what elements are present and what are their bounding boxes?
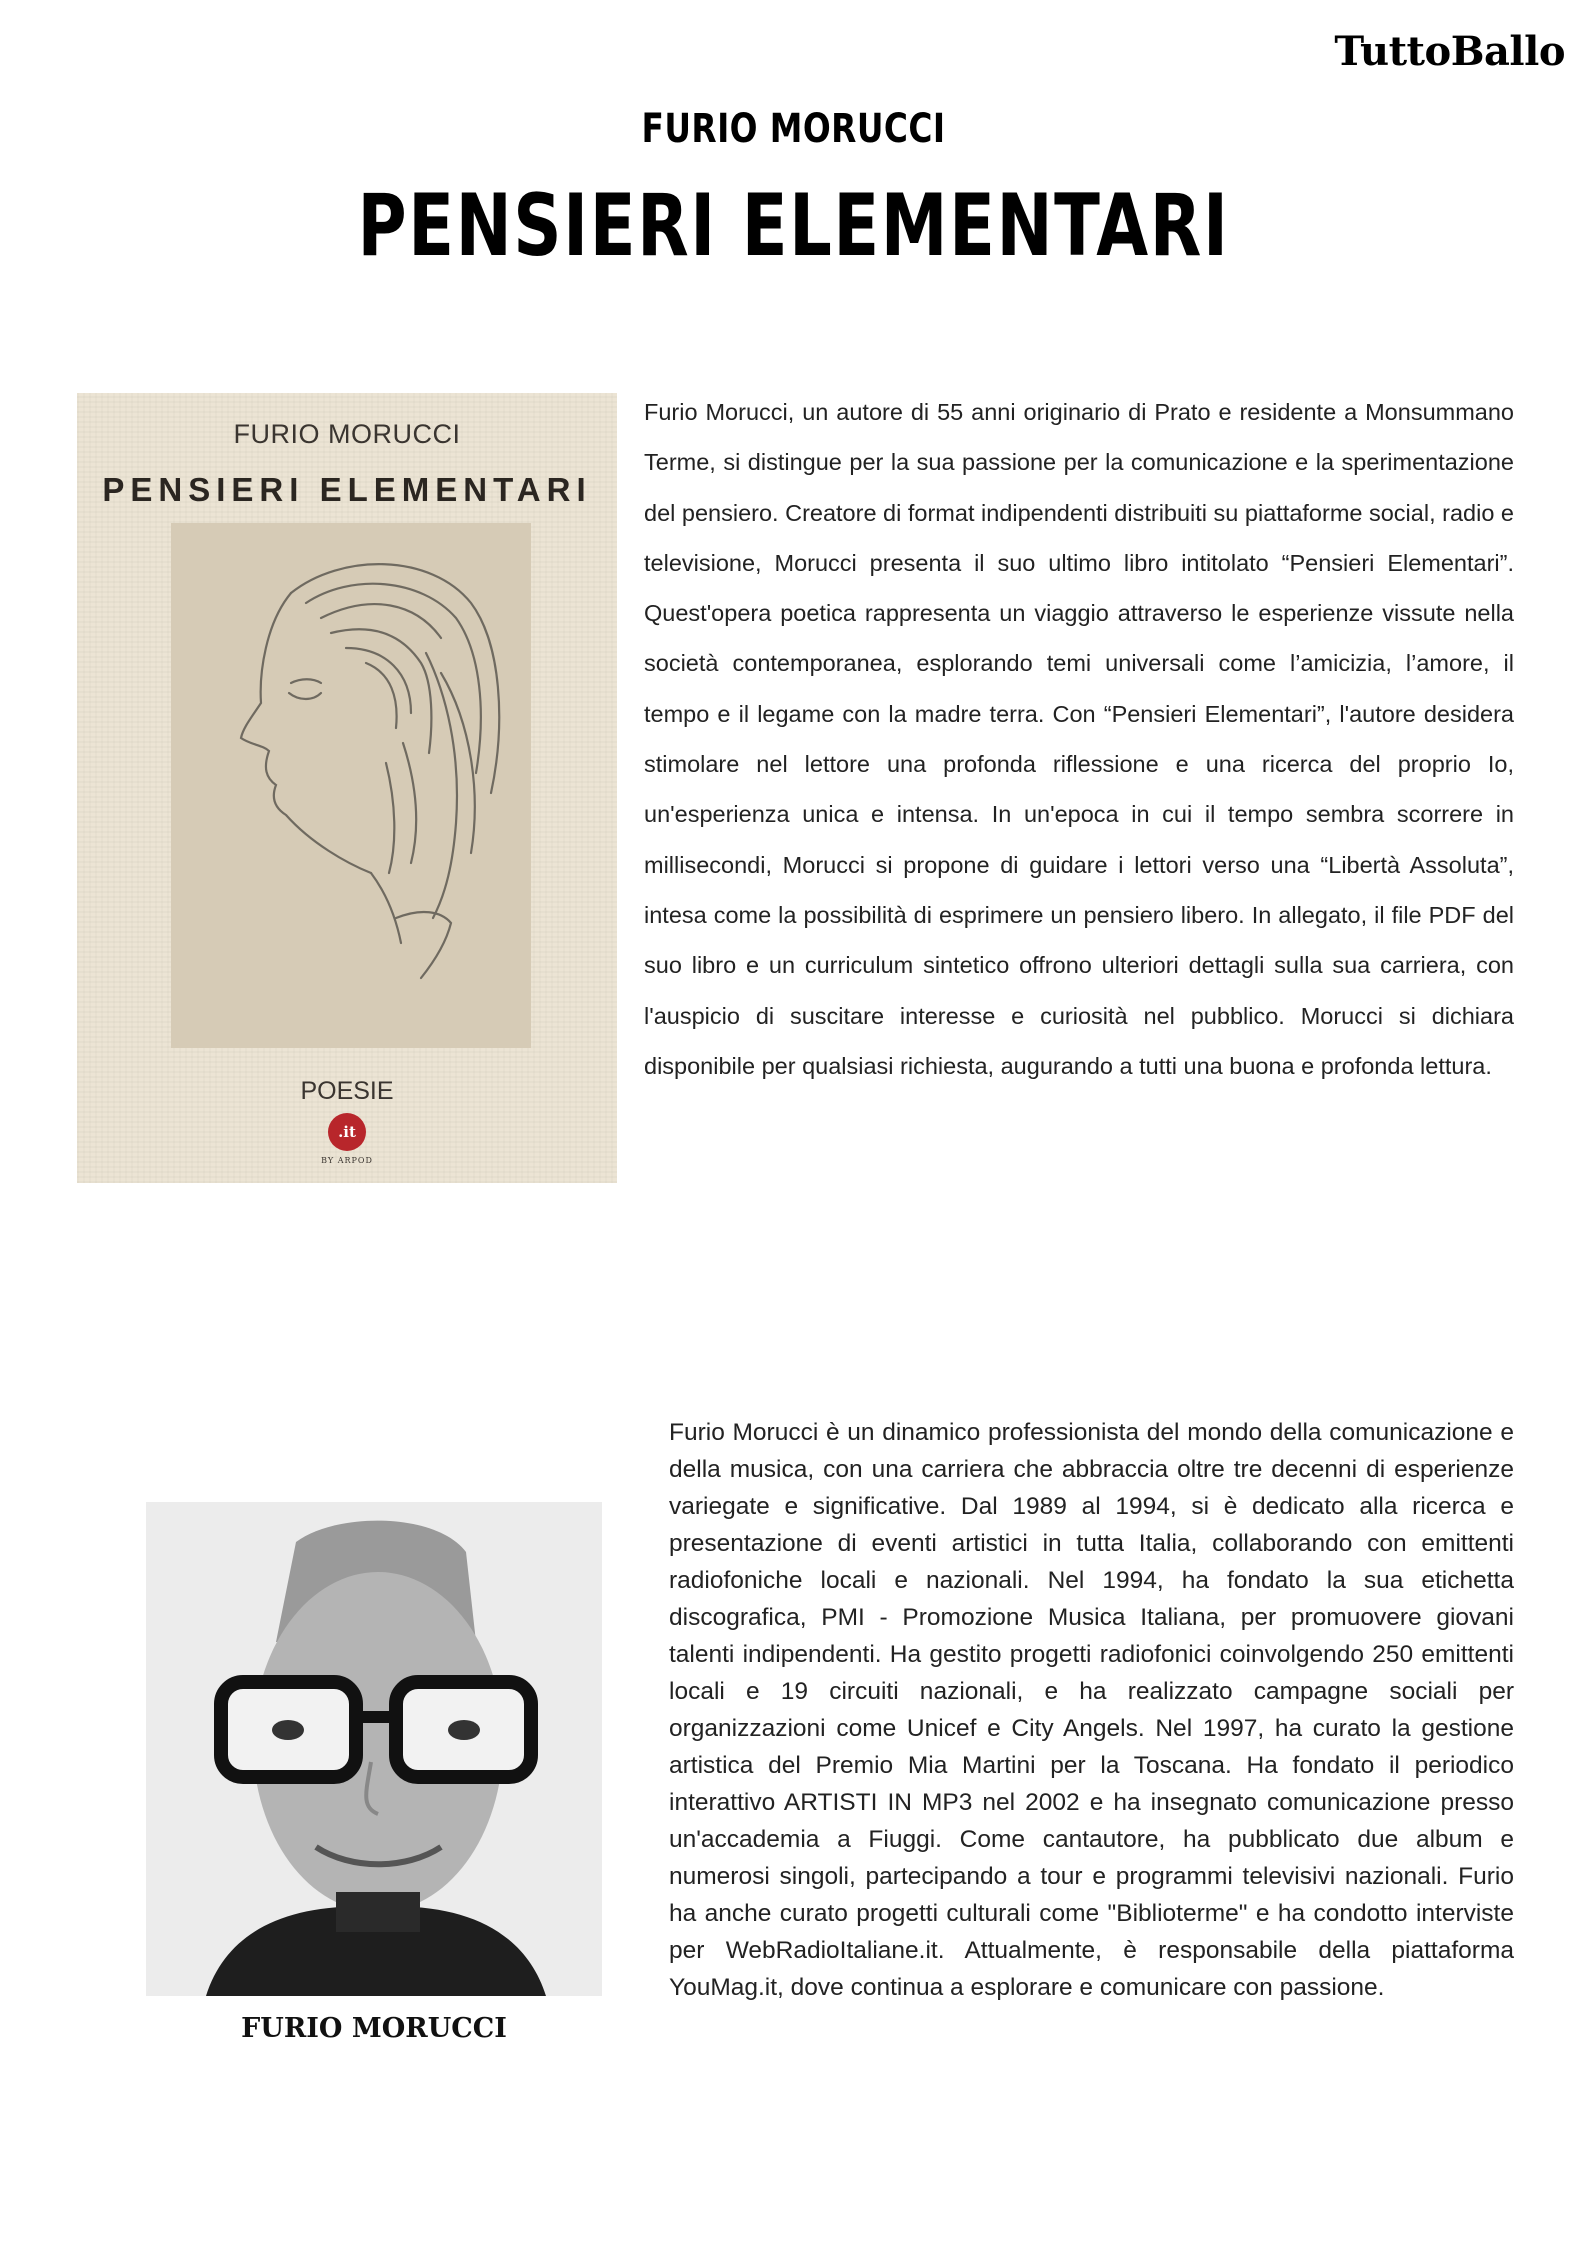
cover-genre: POESIE — [300, 1077, 394, 1105]
author-portrait — [146, 1502, 602, 1996]
book-cover — [77, 393, 617, 1183]
cover-title: PENSIERI ELEMENTARI — [102, 471, 592, 508]
brand-logo: TuttoBallo — [1334, 28, 1565, 75]
bio-paragraph: Furio Morucci è un dinamico professionista del mondo della comunicazione e della musica, con una carriera che abbraccia oltre tre decenni di esperienze variegate e significative. Dal 1989 al 1994, si è dedicato alla ricerca e presentazione di eventi artistici in tutta Italia, collaborando con emittenti radiofoniche locali e nazionali. Nel 1994, ha fondato la sua etichetta discografica, PMI - Promozione Musica Italiana, per promuovere giovani talenti indipendenti. Ha gestito progetti radiofonici coinvolgendo 250 emittenti locali e 19 circuiti nazionali, e ha realizzato campagne sociali per organizzazioni come Unicef e City Angels. Nel 1997, ha curato la gestione artistica del Premio Mia Martini per la Toscana. Ha fondato il periodico interattivo ARTISTI IN MP3 nel 2002 e ha insegnato comunicazione presso un'accademia a Fiuggi. Come cantautore, ha pubblicato due album e numerosi singoli, partecipando a tour e programmi televisivi nazionali. Furio ha anche curato progetti culturali come "Biblioterme" e ha condotto interviste per WebRadioItaliane.it. Attualmente, è responsabile della piattaforma YouMag.it, dove continua a esplorare e comunicare con passione. — [669, 1419, 1514, 2001]
intro-paragraph: Furio Morucci, un autore di 55 anni originario di Prato e residente a Monsummano Terme, si distingue per la sua passione per la comunicazione e la sperimentazione del pensiero. Creatore di format indipendenti distribuiti su piattaforme social, radio e televisione, Morucci presenta il suo ultimo libro intitolato “Pensieri Elementari”. Quest'opera poetica rappresenta un viaggio attraverso le esperienze vissute nella società contemporanea, esplorando temi universali come l’amicizia, l’amore, il tempo e il legame con la madre terra. Con “Pensieri Elementari”, l'autore desidera stimolare nel lettore una profonda riflessione e una ricerca del proprio Io, un'esperienza unica e intensa. In un'epoca in cui il tempo sembra scorrere in millisecondi, Morucci si propone di guidare i lettori verso una “Libertà Assoluta”, intesa come la possibilità di esprimere un pensiero libero. In allegato, il file PDF del suo libro e un curriculum sintetico offrono ulteriori dettagli sulla sua carriera, con l'auspicio di suscitare interesse e curiosità nel pubblico. Morucci si dichiara disponibile per qualsiasi richiesta, augurando a tutti una buona e profonda lettura. — [644, 399, 1514, 1079]
publisher-logo: .it — [328, 1113, 366, 1151]
publisher-subtitle: BY ARPOD — [321, 1156, 373, 1165]
girl-profile-sketch — [171, 523, 531, 1048]
page-title: PENSIERI ELEMENTARI — [357, 176, 1230, 276]
portrait-caption: FURIO MORUCCI — [241, 2013, 507, 2044]
cover-illustration — [171, 523, 531, 1048]
portrait-photo — [146, 1502, 602, 1996]
author-name: FURIO MORUCCI — [641, 106, 946, 152]
cover-author: FURIO MORUCCI — [233, 419, 461, 449]
